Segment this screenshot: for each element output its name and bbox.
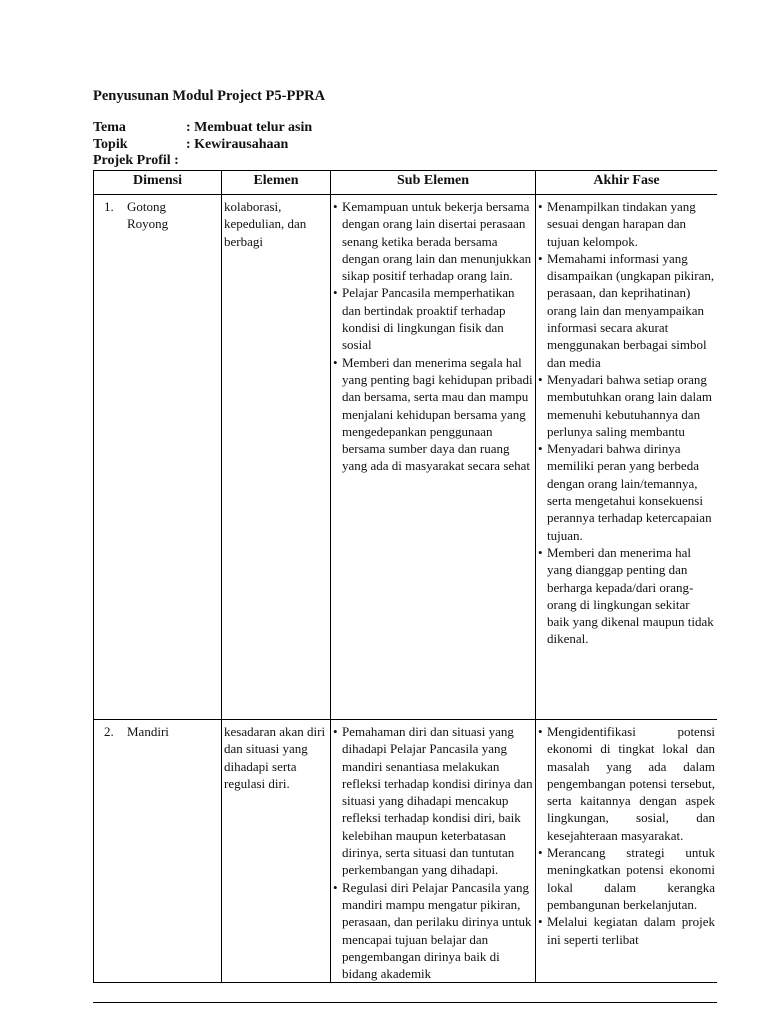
- list-item: • Memberi dan menerima segala hal yang penting bagi kehidupan pribadi dan bersama, serta mau dan mampu menjalani kehidupan bersama yang mengedepankan penggunaan bersama sumber daya dan ruang yang ada di masyarakat secara sehat: [333, 354, 533, 475]
- meta-value: :: [170, 153, 179, 168]
- meta-row-topik: [93, 137, 312, 154]
- header-elemen: Elemen: [222, 171, 331, 195]
- dimensi-text: Gotong Royong: [127, 199, 169, 232]
- module-table: [93, 170, 717, 983]
- list-item: • Mengidentifikasi potensi ekonomi di tingkat lokal dan masalah yang ada dalam pengembangan potensi tersebut, serta kaitannya dengan aspek lingkungan, sosial, dan kesejahteraan masyarakat.: [538, 723, 715, 844]
- list-item: • Melalui kegiatan dalam projek ini seperti terlibat: [538, 913, 715, 948]
- sub-elemen-list: [333, 198, 533, 475]
- sub-elemen-cell: [331, 195, 536, 720]
- meta-row-tema: [93, 120, 312, 137]
- dimensi-cell: [94, 720, 222, 983]
- akhir-fase-list: [538, 723, 715, 948]
- module-table-container: [93, 170, 717, 1003]
- header-akhir-fase: Akhir Fase: [536, 171, 718, 195]
- list-item: • Menampilkan tindakan yang sesuai dengan harapan dan tujuan kelompok.: [538, 198, 715, 250]
- row-number: 1.: [104, 199, 114, 214]
- list-item: • Menyadari bahwa dirinya memiliki peran yang berbeda dengan orang lain/temannya, serta mengetahui konsekuensi perannya terhadap ketercapaian tujuan.: [538, 440, 715, 544]
- elemen-text: kesadaran akan diri dan situasi yang dihadapi serta regulasi diri.: [224, 724, 326, 791]
- list-item: • Pemahaman diri dan situasi yang dihadapi Pelajar Pancasila yang mandiri senantiasa melakukan refleksi terhadap kondisi dirinya dan situasi yang dihadapi mencakup refleksi terhadap kondisi diri, baik kelebihan maupun keterbatasan dirinya, serta situasi dan tuntutan perkembangan yang dihadapi.: [333, 723, 533, 879]
- list-item: • Memahami informasi yang disampaikan (ungkapan pikiran, perasaan, dan keprihatinan) orang lain dan menyampaikan informasi secara akurat menggunakan berbagai simbol dan media: [538, 250, 715, 371]
- dimensi-cell: [94, 195, 222, 720]
- meta-label: Tema: [93, 120, 126, 135]
- header-sub-elemen: Sub Elemen: [331, 171, 536, 195]
- akhir-fase-cell: [536, 195, 718, 720]
- elemen-cell: [222, 195, 331, 720]
- table-row: [94, 195, 718, 720]
- table-row: [94, 720, 718, 983]
- sub-elemen-cell: [331, 720, 536, 983]
- meta-row-projek-profil: [93, 153, 312, 170]
- meta-value: : Kewirausahaan: [186, 136, 289, 152]
- dimensi-text: Mandiri: [127, 724, 169, 739]
- list-item: • Memberi dan menerima hal yang dianggap penting dan berharga kepada/dari orang-orang di lingkungan sekitar baik yang dikenal maupun tidak dikenal.: [538, 544, 715, 648]
- elemen-cell: [222, 720, 331, 983]
- list-item: • Merancang strategi untuk meningkatkan potensi ekonomi lokal dalam kerangka pembangunan berkelanjutan.: [538, 844, 715, 913]
- list-item: • Pelajar Pancasila memperhatikan dan bertindak proaktif terhadap kondisi di lingkungan fisik dan sosial: [333, 284, 533, 353]
- list-item: • Kemampuan untuk bekerja bersama dengan orang lain disertai perasaan senang ketika berada bersama dengan orang lain dan menunjukkan sikap positif terhadap orang lain.: [333, 198, 533, 284]
- table-header-row: [94, 171, 718, 195]
- header-dimensi: Dimensi: [94, 171, 222, 195]
- meta-value: : Membuat telur asin: [186, 120, 313, 135]
- document-title: Penyusunan Modul Project P5-PPRA: [93, 88, 326, 104]
- row-number: 2.: [104, 724, 114, 739]
- akhir-fase-cell: [536, 720, 718, 983]
- meta-label: Projek Profil: [93, 153, 171, 168]
- list-item: • Menyadari bahwa setiap orang membutuhkan orang lain dalam memenuhi kebutuhannya dan perlunya saling membantu: [538, 371, 715, 440]
- project-meta: [93, 120, 312, 170]
- meta-label: Topik: [93, 136, 128, 152]
- sub-elemen-list: [333, 723, 533, 982]
- akhir-fase-list: [538, 198, 715, 648]
- list-item: • Regulasi diri Pelajar Pancasila yang mandiri mampu mengatur pikiran, perasaan, dan perilaku dirinya untuk mencapai tujuan belajar dan pengembangan dirinya baik di bidang akademik: [333, 879, 533, 983]
- elemen-text: kolaborasi, kepedulian, dan berbagi: [224, 199, 307, 249]
